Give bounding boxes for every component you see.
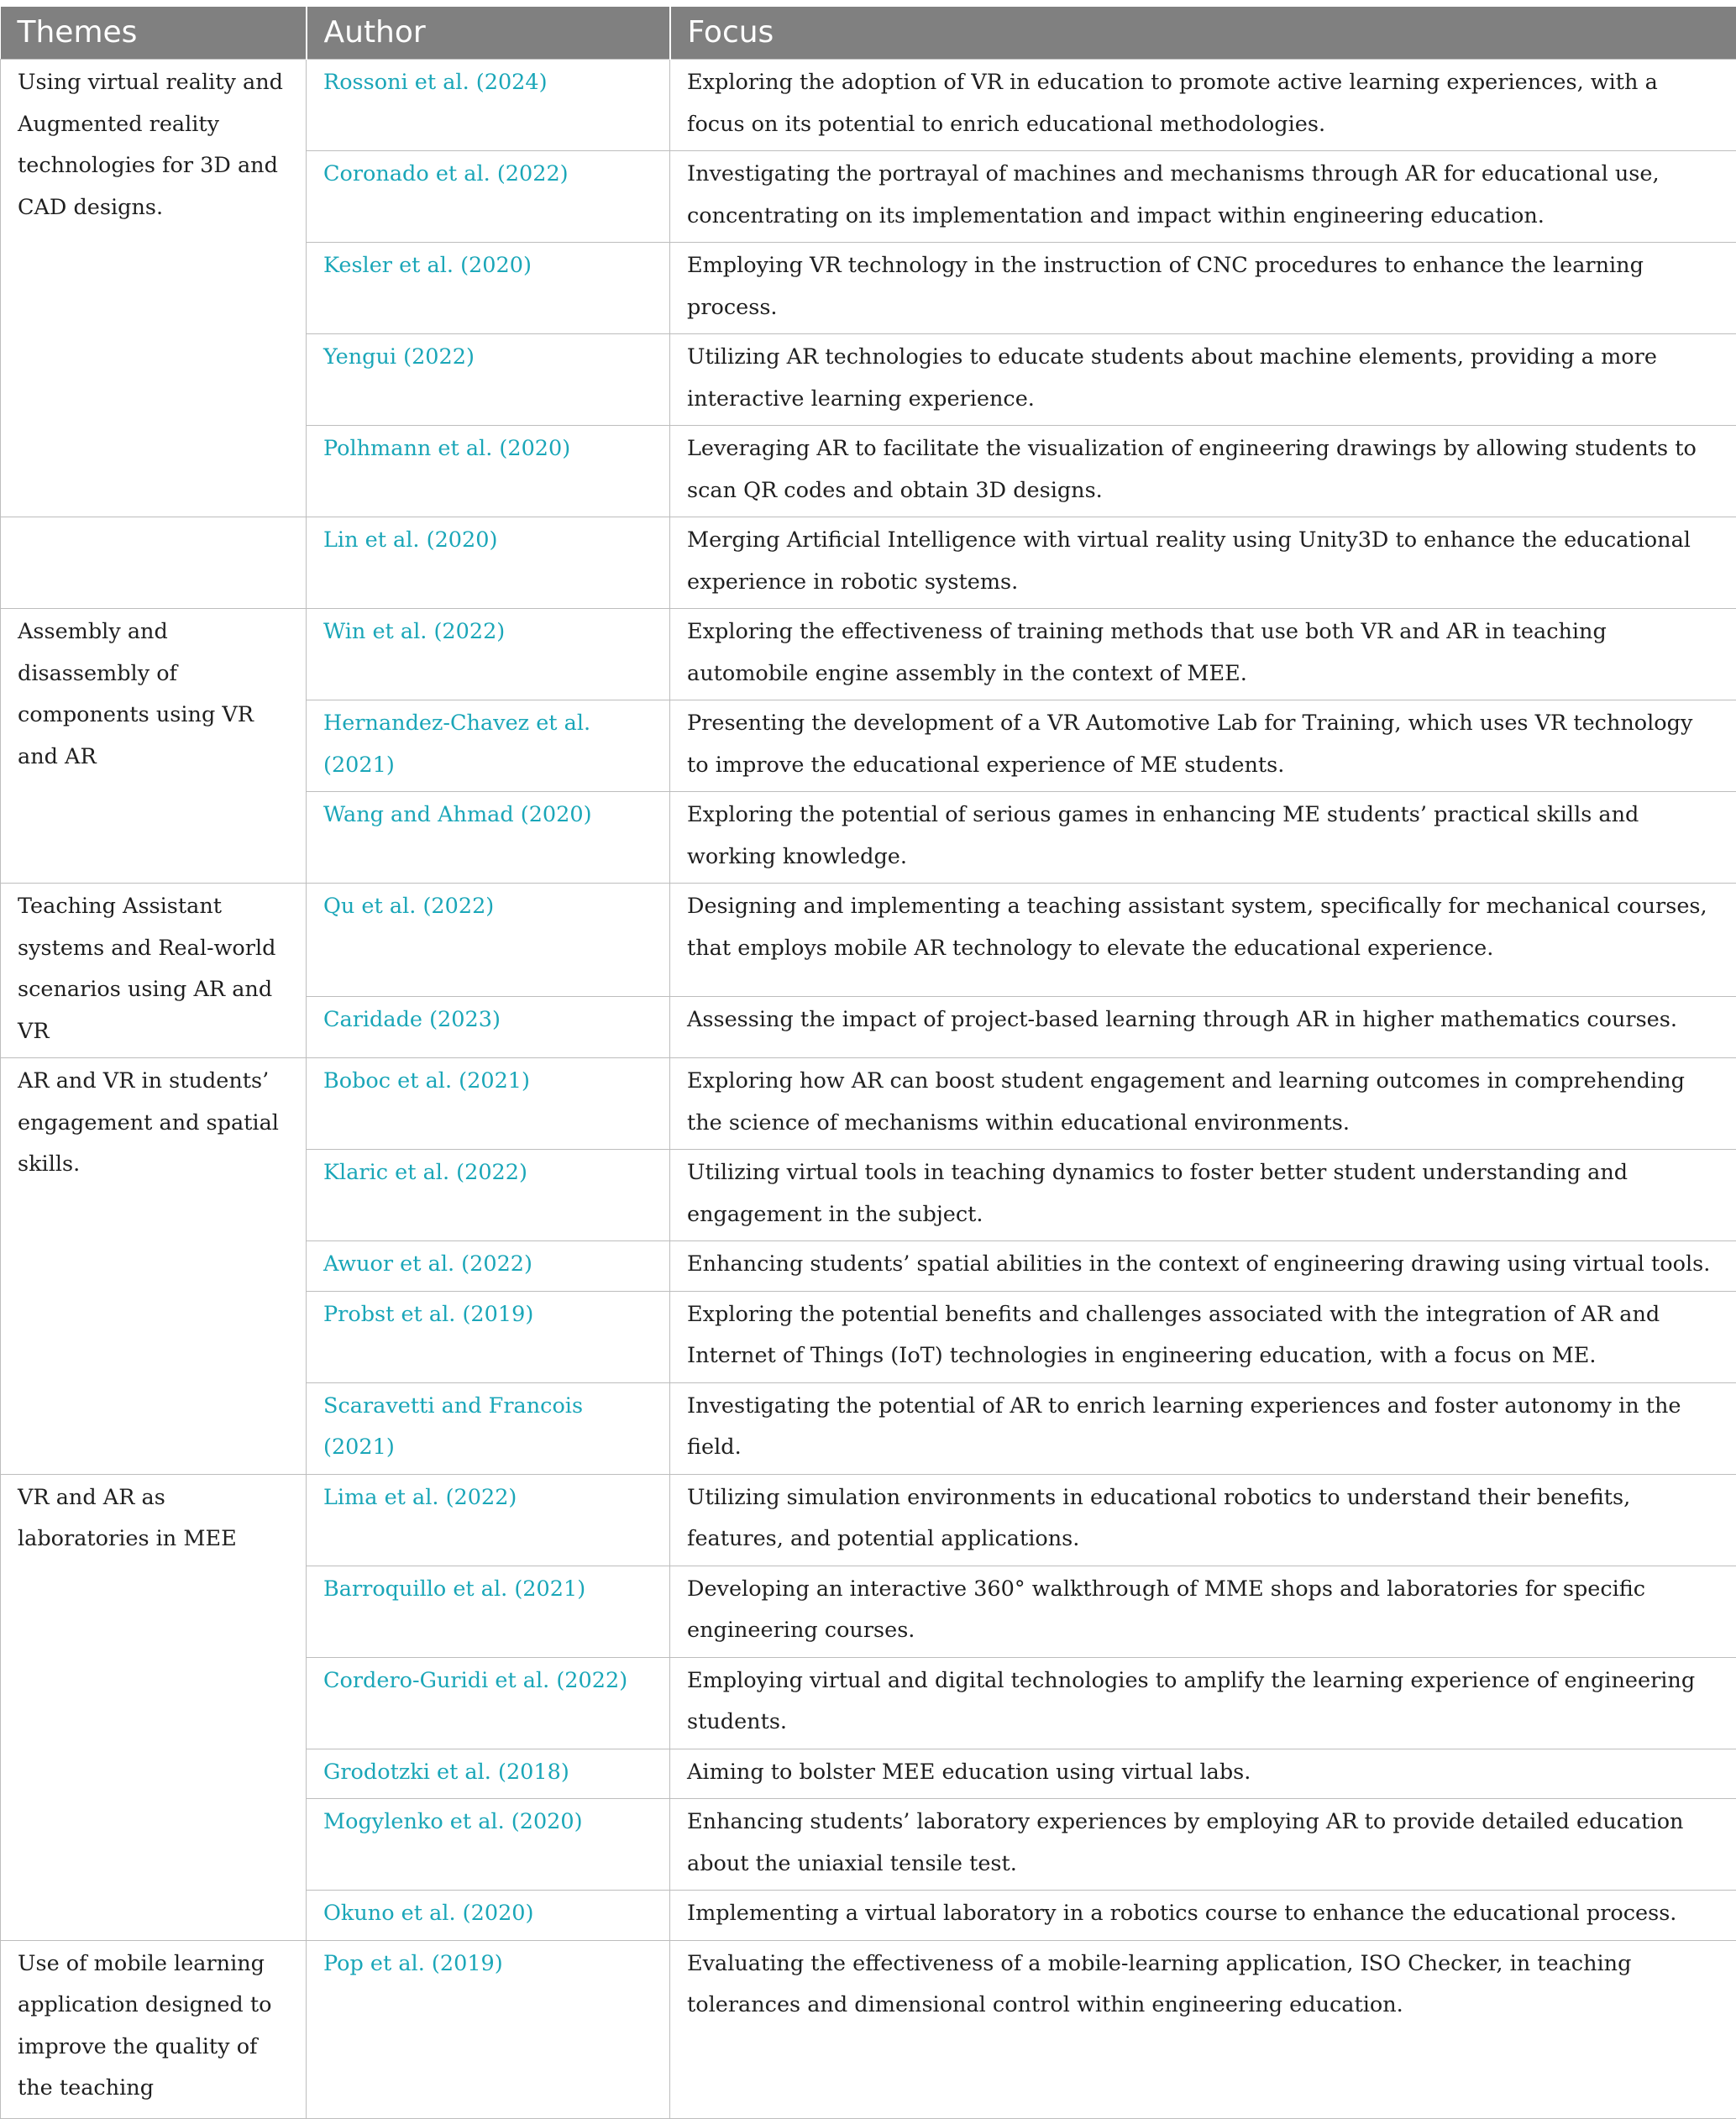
focus-cell: Enhancing students’ spatial abilities in the context of engineering drawing using virtual tools.	[670, 1241, 1736, 1292]
table-row	[1, 517, 1736, 609]
focus-cell: Assessing the impact of project-based learning through AR in higher mathematics courses.	[670, 996, 1736, 1057]
focus-cell: Evaluating the effectiveness of a mobile-learning application, ISO Checker, in teaching tolerances and dimensional control within engineering education.	[670, 1940, 1736, 2118]
focus-cell: Developing an interactive 360° walkthrough of MME shops and laboratories for specific engineering courses.	[670, 1566, 1736, 1657]
author-link[interactable]: Rossoni et al. (2024)	[307, 60, 670, 151]
theme-cell: Teaching Assistant systems and Real-world scenarios using AR and VR	[1, 884, 307, 1058]
table-row	[1, 1474, 1736, 1566]
author-link[interactable]: Probst et al. (2019)	[307, 1291, 670, 1382]
header-author: Author	[307, 7, 670, 60]
author-link[interactable]: Grodotzki et al. (2018)	[307, 1749, 670, 1799]
author-link[interactable]: Win et al. (2022)	[307, 609, 670, 700]
focus-cell: Utilizing virtual tools in teaching dynamics to foster better student understanding and engagement in the subject.	[670, 1150, 1736, 1241]
author-link[interactable]: Awuor et al. (2022)	[307, 1241, 670, 1292]
author-link[interactable]: Klaric et al. (2022)	[307, 1150, 670, 1241]
theme-cell: Using virtual reality and Augmented reality technologies for 3D and CAD designs.	[1, 60, 307, 517]
focus-cell: Presenting the development of a VR Automotive Lab for Training, which uses VR technology to improve the educational experience of ME students.	[670, 700, 1736, 792]
author-link[interactable]: Lima et al. (2022)	[307, 1474, 670, 1566]
theme-cell	[1, 517, 307, 609]
focus-cell: Exploring the potential benefits and challenges associated with the integration of AR and Internet of Things (IoT) technologies in engineering education, with a focus on ME.	[670, 1291, 1736, 1382]
theme-cell: AR and VR in students’ engagement and spatial skills.	[1, 1058, 307, 1475]
author-link[interactable]: Caridade (2023)	[307, 996, 670, 1057]
focus-cell: Exploring the potential of serious games in enhancing ME students’ practical skills and working knowledge.	[670, 792, 1736, 884]
author-link[interactable]: Scaravetti and Francois (2021)	[307, 1382, 670, 1474]
author-link[interactable]: Qu et al. (2022)	[307, 884, 670, 997]
author-link[interactable]: Polhmann et al. (2020)	[307, 426, 670, 517]
theme-cell: Assembly and disassembly of components using VR and AR	[1, 609, 307, 884]
author-link[interactable]: Boboc et al. (2021)	[307, 1058, 670, 1150]
table-body	[1, 60, 1736, 2119]
header-focus: Focus	[670, 7, 1736, 60]
focus-cell: Utilizing simulation environments in educational robotics to understand their benefits, features, and potential applications.	[670, 1474, 1736, 1566]
author-link[interactable]: Hernandez-Chavez et al. (2021)	[307, 700, 670, 792]
author-link[interactable]: Yengui (2022)	[307, 334, 670, 426]
focus-cell: Exploring the effectiveness of training methods that use both VR and AR in teaching automobile engine assembly in the context of MEE.	[670, 609, 1736, 700]
author-link[interactable]: Barroquillo et al. (2021)	[307, 1566, 670, 1657]
focus-cell: Enhancing students’ laboratory experiences by employing AR to provide detailed education about the uniaxial tensile test.	[670, 1799, 1736, 1891]
author-link[interactable]: Coronado et al. (2022)	[307, 151, 670, 243]
theme-cell: VR and AR as laboratories in MEE	[1, 1474, 307, 1940]
focus-cell: Employing virtual and digital technologies to amplify the learning experience of engineering students.	[670, 1657, 1736, 1749]
focus-cell: Designing and implementing a teaching assistant system, specifically for mechanical courses, that employs mobile AR technology to elevate the educational experience.	[670, 884, 1736, 997]
focus-cell: Merging Artificial Intelligence with virtual reality using Unity3D to enhance the educational experience in robotic systems.	[670, 517, 1736, 609]
focus-cell: Implementing a virtual laboratory in a robotics course to enhance the educational process.	[670, 1891, 1736, 1941]
author-link[interactable]: Pop et al. (2019)	[307, 1940, 670, 2118]
focus-cell: Exploring how AR can boost student engagement and learning outcomes in comprehending the science of mechanisms within educational environments.	[670, 1058, 1736, 1150]
table-row	[1, 884, 1736, 997]
header-themes: Themes	[1, 7, 307, 60]
table-row	[1, 1058, 1736, 1150]
author-link[interactable]: Mogylenko et al. (2020)	[307, 1799, 670, 1891]
author-link[interactable]: Okuno et al. (2020)	[307, 1891, 670, 1941]
header-row	[1, 7, 1736, 60]
focus-cell: Utilizing AR technologies to educate students about machine elements, providing a more interactive learning experience.	[670, 334, 1736, 426]
theme-cell: Use of mobile learning application designed to improve the quality of the teaching	[1, 1940, 307, 2118]
literature-themes-table	[0, 7, 1736, 2119]
author-link[interactable]: Cordero-Guridi et al. (2022)	[307, 1657, 670, 1749]
focus-cell: Investigating the portrayal of machines and mechanisms through AR for educational use, concentrating on its implementation and impact within engineering education.	[670, 151, 1736, 243]
author-link[interactable]: Lin et al. (2020)	[307, 517, 670, 609]
author-link[interactable]: Wang and Ahmad (2020)	[307, 792, 670, 884]
author-link[interactable]: Kesler et al. (2020)	[307, 243, 670, 334]
table-row	[1, 60, 1736, 151]
focus-cell: Investigating the potential of AR to enrich learning experiences and foster autonomy in the field.	[670, 1382, 1736, 1474]
focus-cell: Exploring the adoption of VR in education to promote active learning experiences, with a focus on its potential to enrich educational methodologies.	[670, 60, 1736, 151]
table-row	[1, 1940, 1736, 2118]
table-row	[1, 609, 1736, 700]
focus-cell: Leveraging AR to facilitate the visualization of engineering drawings by allowing students to scan QR codes and obtain 3D designs.	[670, 426, 1736, 517]
table-header	[1, 7, 1736, 60]
focus-cell: Employing VR technology in the instruction of CNC procedures to enhance the learning process.	[670, 243, 1736, 334]
focus-cell: Aiming to bolster MEE education using virtual labs.	[670, 1749, 1736, 1799]
